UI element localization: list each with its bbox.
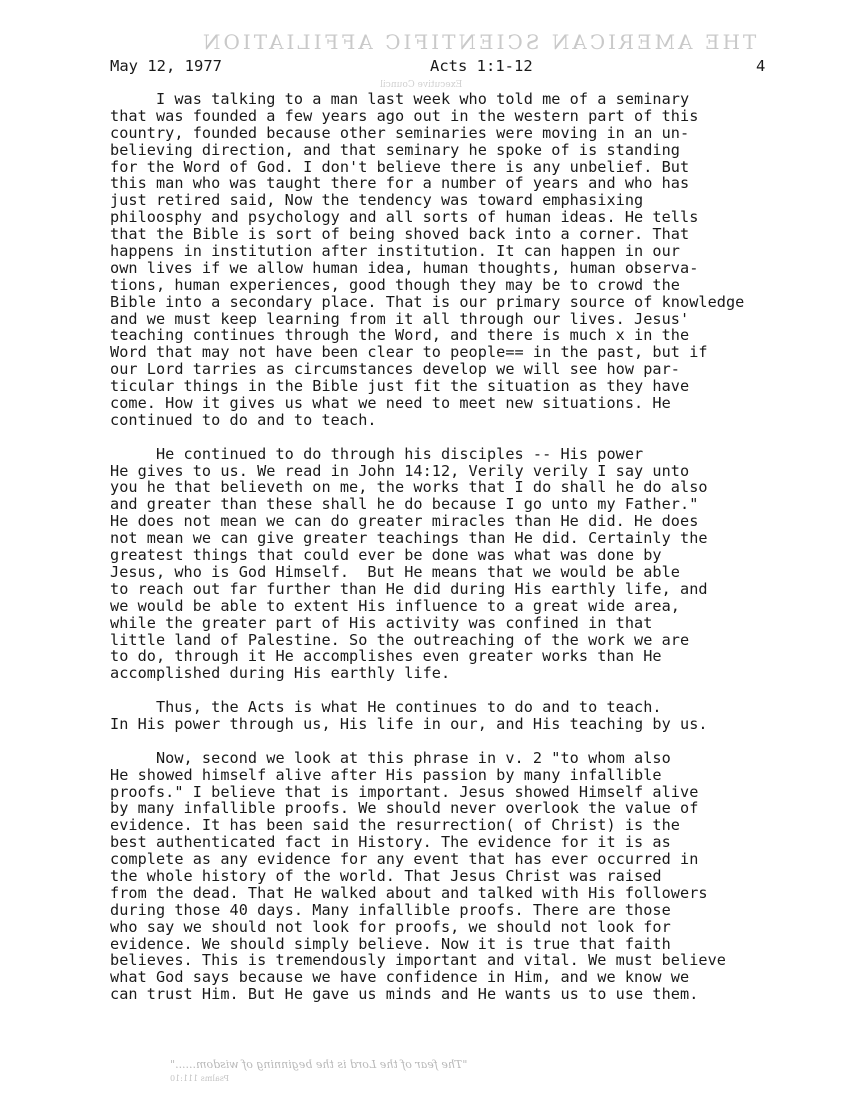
text-line: believing direction, and that seminary he spoke of is standing <box>110 140 681 159</box>
page-header <box>110 57 770 79</box>
text-line: own lives if we allow human idea, human thoughts, human observa- <box>110 258 699 277</box>
footer-bleed-reference: Psalms 111:10 <box>170 1074 229 1083</box>
text-line: In His power through us, His life in our, and His teaching by us. <box>110 714 708 733</box>
text-line: He does not mean we can do greater miracles than He did. He does <box>110 512 699 531</box>
text-line: Now, second we look at this phrase in v. 2 "to whom also <box>110 748 671 767</box>
text-line: proofs." I believe that is important. Jesus showed Himself alive <box>110 782 699 801</box>
paragraph-gap <box>110 682 830 699</box>
text-line: during those 40 days. Many infallible proofs. There are those <box>110 900 671 919</box>
text-line: country, founded because other seminaries were moving in an un- <box>110 123 690 142</box>
text-line: from the dead. That He walked about and talked with His followers <box>110 883 708 902</box>
text-line: that the Bible is sort of being shoved back into a corner. That <box>110 225 690 244</box>
text-line: I was talking to a man last week who told me of a seminary <box>110 90 690 108</box>
paragraph-gap <box>110 733 830 750</box>
text-line: the whole history of the world. That Jesus Christ was raised <box>110 866 662 885</box>
text-line: not mean we can give greater teachings than He did. Certainly the <box>110 529 708 548</box>
text-line: to reach out far further than He did during His earthly life, and <box>110 579 708 598</box>
paragraph-gap <box>110 429 830 446</box>
text-line: what God says because we have confidence in Him, and we know we <box>110 968 690 987</box>
text-line: Word that may not have been clear to people== in the past, but if <box>110 343 708 362</box>
footer-bleed-through: "The fear of the Lord is the beginning of wisdom......" <box>170 1058 468 1071</box>
text-line: believes. This is tremendously important and vital. We must believe <box>110 951 726 970</box>
text-line: He continued to do through his disciples -- His power <box>110 444 644 463</box>
text-line: and we must keep learning from it all through our lives. Jesus' <box>110 309 690 328</box>
text-line: ticular things in the Bible just fit the situation as they have <box>110 377 690 396</box>
text-line: just retired said, Now the tendency was toward emphasixing <box>110 191 644 210</box>
text-line: can trust Him. But He gave us minds and He wants us to use them. <box>110 985 699 1004</box>
text-line: to do, through it He accomplishes even greater works than He <box>110 647 662 666</box>
text-line: continued to do and to teach. <box>110 410 377 429</box>
letterhead-bleed-through: THE AMERICAN SCIENTIFIC AFFILIATION <box>200 30 757 54</box>
text-line: philoosphy and psychology and all sorts of human ideas. He tells <box>110 208 699 227</box>
text-line: best authenticated fact in History. The evidence for it is as <box>110 833 671 852</box>
header-page-number: 4 <box>756 57 766 75</box>
text-line: He gives to us. We read in John 14:12, Verily verily I say unto <box>110 461 690 480</box>
text-line: Thus, the Acts is what He continues to do and to teach. <box>110 698 662 717</box>
text-line: that was founded a few years ago out in the western part of this <box>110 106 699 125</box>
text-line: greatest things that could ever be done was what was done by <box>110 546 662 565</box>
text-line: for the Word of God. I don't believe there is any unbelief. But <box>110 157 690 176</box>
paragraph <box>110 699 830 733</box>
text-line: little land of Palestine. So the outreaching of the work we are <box>110 630 690 649</box>
text-line: come. How it gives us what we need to meet new situations. He <box>110 394 671 413</box>
text-line: while the greater part of His activity was confined in that <box>110 613 653 632</box>
text-line: you he that believeth on me, the works that I do shall he do also <box>110 478 708 497</box>
paragraph <box>110 446 830 682</box>
paragraph <box>110 91 830 429</box>
text-line: who say we should not look for proofs, we should not look for <box>110 917 671 936</box>
text-line: and greater than these shall he do because I go unto my Father." <box>110 495 699 514</box>
header-date: May 12, 1977 <box>110 57 222 75</box>
header-scripture-reference: Acts 1:1-12 <box>430 57 533 75</box>
text-line: evidence. It has been said the resurrection( of Christ) is the <box>110 816 681 835</box>
text-line: evidence. We should simply believe. Now it is true that faith <box>110 934 671 953</box>
text-line: we would be able to extent His influence to a great wide area, <box>110 596 681 615</box>
text-line: Bible into a secondary place. That is our primary source of knowledge <box>110 292 745 311</box>
text-line: our Lord tarries as circumstances develop we will see how par- <box>110 360 681 379</box>
sermon-body-text <box>110 91 830 1003</box>
letterhead-sub-bleed-through: Executive Council <box>380 80 463 90</box>
paragraph <box>110 750 830 1003</box>
text-line: tions, human experiences, good though they may be to crowd the <box>110 275 681 294</box>
text-line: by many infallible proofs. We should never overlook the value of <box>110 799 699 818</box>
text-line: happens in institution after institution. It can happen in our <box>110 242 681 261</box>
text-line: complete as any evidence for any event that has ever occurred in <box>110 850 699 869</box>
text-line: accomplished during His earthly life. <box>110 664 451 683</box>
text-line: He showed himself alive after His passion by many infallible <box>110 765 662 784</box>
text-line: teaching continues through the Word, and there is much x in the <box>110 326 690 345</box>
text-line: Jesus, who is God Himself. But He means that we would be able <box>110 562 681 581</box>
text-line: this man who was taught there for a number of years and who has <box>110 174 690 193</box>
